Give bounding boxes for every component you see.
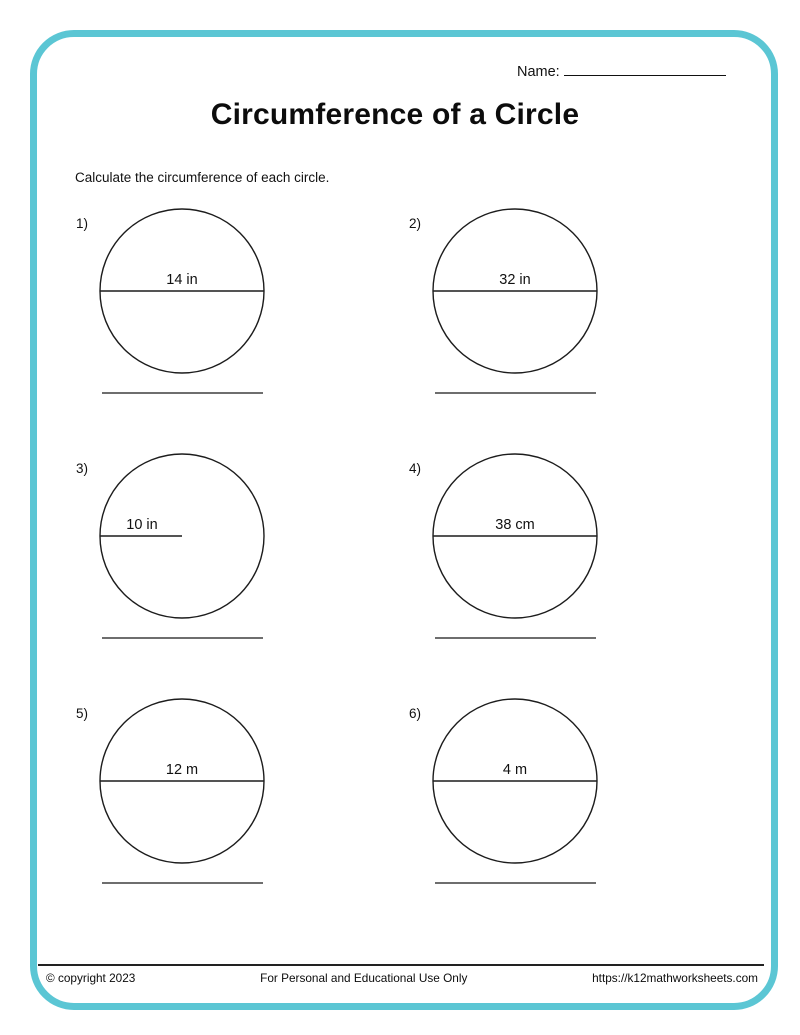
instruction-text: Calculate the circumference of each circle. <box>75 170 330 185</box>
footer-divider <box>38 964 764 966</box>
measure-label: 14 in <box>166 272 198 288</box>
problem-cell <box>393 695 713 940</box>
problem-number: 4) <box>409 461 422 476</box>
circle-figure <box>97 451 267 621</box>
measure-label: 4 m <box>502 762 528 778</box>
problem-cell <box>393 450 713 695</box>
circle-figure <box>97 696 267 866</box>
circle-figure <box>430 206 600 376</box>
problem-number: 1) <box>76 216 89 231</box>
measure-label: 32 in <box>499 272 531 288</box>
measure-label: 12 m <box>165 762 199 778</box>
footer-usage: For Personal and Educational Use Only <box>260 971 468 985</box>
name-row <box>517 60 726 80</box>
answer-line <box>435 882 596 884</box>
footer-url: https://k12mathworksheets.com <box>592 971 758 985</box>
problem-number: 2) <box>409 216 422 231</box>
answer-line <box>102 392 263 394</box>
problem-number: 5) <box>76 706 89 721</box>
answer-line <box>102 882 263 884</box>
page-title: Circumference of a Circle <box>210 98 580 131</box>
footer-copyright: © copyright 2023 <box>46 971 136 985</box>
measure-label: 10 in <box>126 517 158 533</box>
footer <box>46 971 758 985</box>
problem-cell <box>60 695 380 940</box>
answer-line <box>435 637 596 639</box>
answer-line <box>102 637 263 639</box>
circle-figure <box>430 451 600 621</box>
problem-cell <box>393 205 713 450</box>
circle-figure <box>97 206 267 376</box>
measure-label: 38 cm <box>495 517 535 533</box>
answer-line <box>435 392 596 394</box>
problem-number: 3) <box>76 461 89 476</box>
problem-number: 6) <box>409 706 422 721</box>
name-label: Name: <box>517 64 560 80</box>
problem-cell <box>60 450 380 695</box>
name-blank-line <box>564 60 726 76</box>
circle-figure <box>430 696 600 866</box>
problem-cell <box>60 205 380 450</box>
